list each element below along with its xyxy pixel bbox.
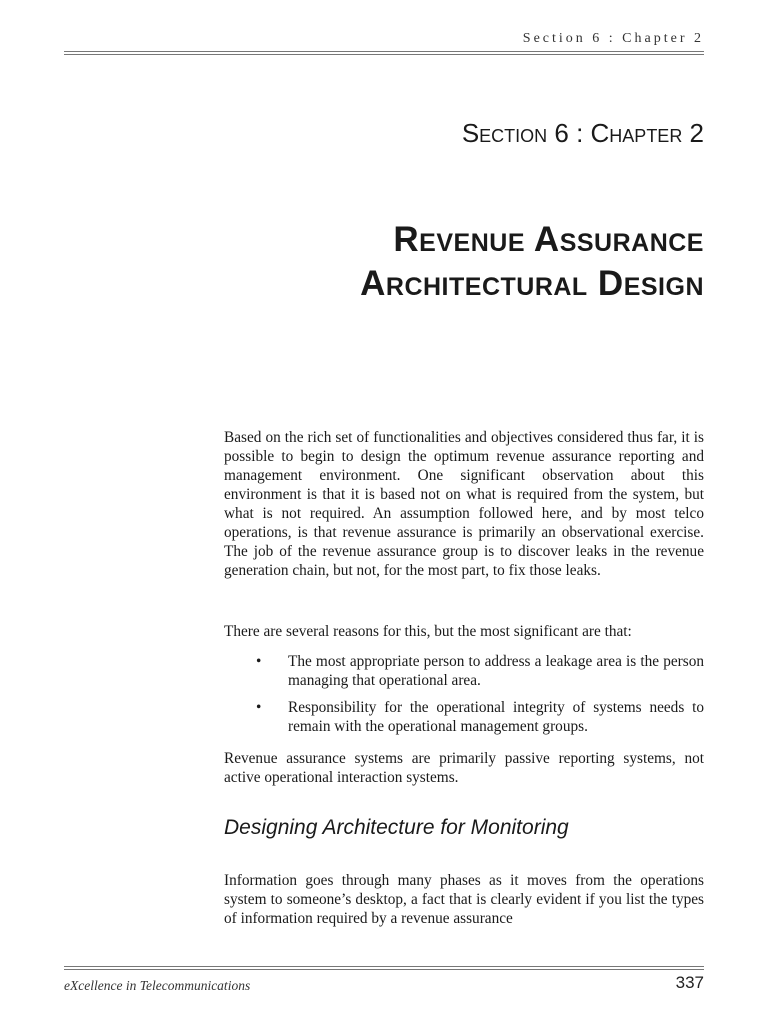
- footer-publication: eXcellence in Telecommunications: [64, 978, 251, 993]
- chapter-title: [360, 218, 704, 306]
- section-heading: Section 6 : Chapter 2: [461, 118, 704, 148]
- bullet-icon: •: [256, 653, 262, 670]
- bullet-icon: •: [256, 699, 262, 716]
- bullet-text: The most appropriate person to address a leakage area is the person managing that operational area.: [288, 653, 704, 689]
- body-paragraph-4: Information goes through many phases as it moves from the operations system to someone’s desktop, a fact that is clearly evident if you list the types of information required by a revenue assurance: [224, 872, 704, 927]
- chapter-title-line-1: Revenue Assurance: [393, 220, 704, 259]
- subheading: Designing Architecture for Monitoring: [224, 816, 569, 839]
- footer-rule: [64, 966, 704, 970]
- body-paragraph-2: There are several reasons for this, but the most significant are that:: [224, 623, 632, 640]
- body-paragraph-3: Revenue assurance systems are primarily passive reporting systems, not active operational interaction systems.: [224, 750, 704, 786]
- bullet-item-1: [256, 652, 704, 690]
- bullet-item-2: [256, 698, 704, 736]
- bullet-list: [256, 652, 704, 744]
- running-head: Section 6 : Chapter 2: [522, 31, 704, 46]
- chapter-title-line-2: Architectural Design: [360, 264, 704, 303]
- bullet-text: Responsibility for the operational integrity of systems needs to remain with the operational management groups.: [288, 699, 704, 735]
- page-number: 337: [675, 973, 704, 992]
- body-paragraph-1: Based on the rich set of functionalities and objectives considered thus far, it is possible to begin to design the optimum revenue assurance reporting and management environment. One significant observation about this environment is that it is based not on what is required from the system, but what is not required. An assumption followed here, and by most telco operations, is that revenue assurance is primarily an observational exercise. The job of the revenue assurance group is to discover leaks in the revenue generation chain, but not, for the most part, to fix those leaks.: [224, 429, 704, 579]
- header-rule: [64, 51, 704, 55]
